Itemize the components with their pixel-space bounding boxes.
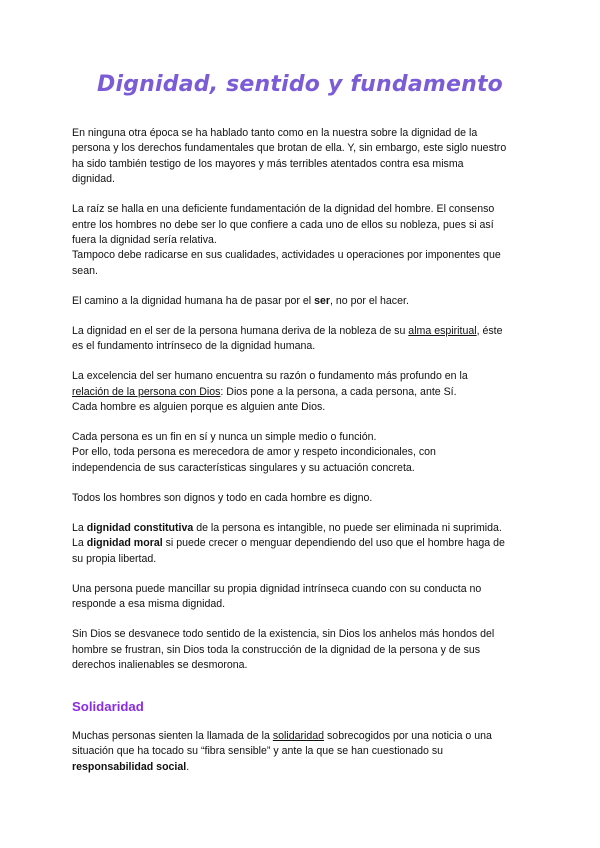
text-line: es el fundamento intrínseco de la dignidad humana. bbox=[72, 340, 316, 353]
text-line: Tampoco debe radicarse en sus cualidades, actividades u operaciones por imponentes que bbox=[72, 249, 501, 262]
text-span: : Dios pone a la persona, a cada persona, ante Sí. bbox=[220, 385, 457, 398]
text-line: La raíz se halla en una deficiente fundamentación de la dignidad del hombre. El consenso bbox=[72, 203, 495, 216]
text-line: fuera la dignidad sería relativa. bbox=[72, 234, 217, 247]
underlined-term: alma espiritual bbox=[408, 324, 477, 337]
text-span: , no por el hacer. bbox=[329, 294, 409, 307]
text-line bbox=[72, 760, 528, 775]
text-line: entre los hombres no debe ser lo que confiere a cada uno de ellos su nobleza, pues si así bbox=[72, 218, 494, 231]
text-line: Cada hombre es alguien porque es alguien ante Dios. bbox=[72, 401, 326, 414]
text-line: Una persona puede mancillar su propia dignidad intrínseca cuando con su conducta no bbox=[72, 582, 482, 595]
paragraph-1 bbox=[72, 126, 528, 188]
text-line: Cada persona es un fin en sí y nunca un simple medio o función. bbox=[72, 431, 377, 444]
text-line: dignidad. bbox=[72, 173, 116, 186]
text-span: de la persona es intangible, no puede ser eliminada ni suprimida. bbox=[193, 521, 502, 534]
paragraph-6 bbox=[72, 430, 528, 476]
underlined-term: relación de la persona con Dios bbox=[72, 385, 221, 398]
section-heading: Solidaridad bbox=[72, 699, 144, 715]
text-line: hombre se frustran, sin Dios toda la construcción de la dignidad de la persona y de sus bbox=[72, 643, 481, 656]
text-line: Por ello, toda persona es merecedora de amor y respeto incondicionales, con bbox=[72, 446, 436, 459]
text-span: El camino a la dignidad humana ha de pasar por el bbox=[72, 294, 315, 307]
page-title: Dignidad, sentido y fundamento bbox=[97, 72, 503, 97]
paragraph-10 bbox=[72, 627, 528, 673]
text-span: La bbox=[72, 521, 87, 534]
text-line bbox=[72, 521, 528, 536]
text-line bbox=[72, 324, 528, 339]
text-line: derechos inalienables se desmorona. bbox=[72, 658, 248, 671]
text-line bbox=[72, 385, 528, 400]
text-span: Muchas personas sienten la llamada de la bbox=[72, 729, 273, 742]
text-span: , éste bbox=[476, 324, 503, 337]
bold-term: dignidad constitutiva bbox=[86, 521, 194, 534]
paragraph-5 bbox=[72, 369, 528, 415]
text-line: situación que ha tocado su “fibra sensible” y ante la que se han cuestionado su bbox=[72, 745, 444, 758]
document-body bbox=[72, 126, 528, 790]
text-span: . bbox=[186, 760, 190, 773]
paragraph-4 bbox=[72, 324, 528, 355]
underlined-term: solidaridad bbox=[272, 729, 325, 742]
bold-term: responsabilidad social bbox=[72, 760, 187, 773]
text-line: ha sido también testigo de los mayores y más terribles atentados contra esa misma bbox=[72, 157, 464, 170]
text-line: sean. bbox=[72, 264, 98, 277]
paragraph-7: Todos los hombres son dignos y todo en cada hombre es digno. bbox=[72, 491, 373, 504]
bold-term: ser bbox=[314, 294, 330, 307]
text-line bbox=[72, 536, 528, 551]
bold-term: dignidad moral bbox=[86, 537, 163, 550]
text-line: su propia libertad. bbox=[72, 552, 157, 565]
text-line: independencia de sus características singulares y su actuación concreta. bbox=[72, 461, 415, 474]
text-line: persona y los derechos fundamentales que brotan de ella. Y, sin embargo, este siglo nuestro bbox=[72, 142, 507, 155]
text-span: La bbox=[72, 537, 87, 550]
paragraph-9 bbox=[72, 582, 528, 613]
text-line: En ninguna otra época se ha hablado tanto como en la nuestra sobre la dignidad de la bbox=[72, 127, 478, 139]
text-line: La excelencia del ser humano encuentra su razón o fundamento más profundo en la bbox=[72, 370, 468, 383]
text-line bbox=[72, 729, 528, 744]
text-span: si puede crecer o menguar dependiendo del uso que el hombre haga de bbox=[162, 537, 505, 550]
paragraph-11 bbox=[72, 729, 528, 775]
paragraph-3 bbox=[72, 294, 528, 309]
text-line: Sin Dios se desvanece todo sentido de la existencia, sin Dios los anhelos más hondos del bbox=[72, 628, 495, 641]
text-span: La dignidad en el ser de la persona humana deriva de la nobleza de su bbox=[72, 324, 409, 337]
text-span: sobrecogidos por una noticia o una bbox=[324, 729, 492, 742]
paragraph-8 bbox=[72, 521, 528, 567]
paragraph-2 bbox=[72, 202, 528, 279]
text-line: responde a esa misma dignidad. bbox=[72, 598, 226, 611]
